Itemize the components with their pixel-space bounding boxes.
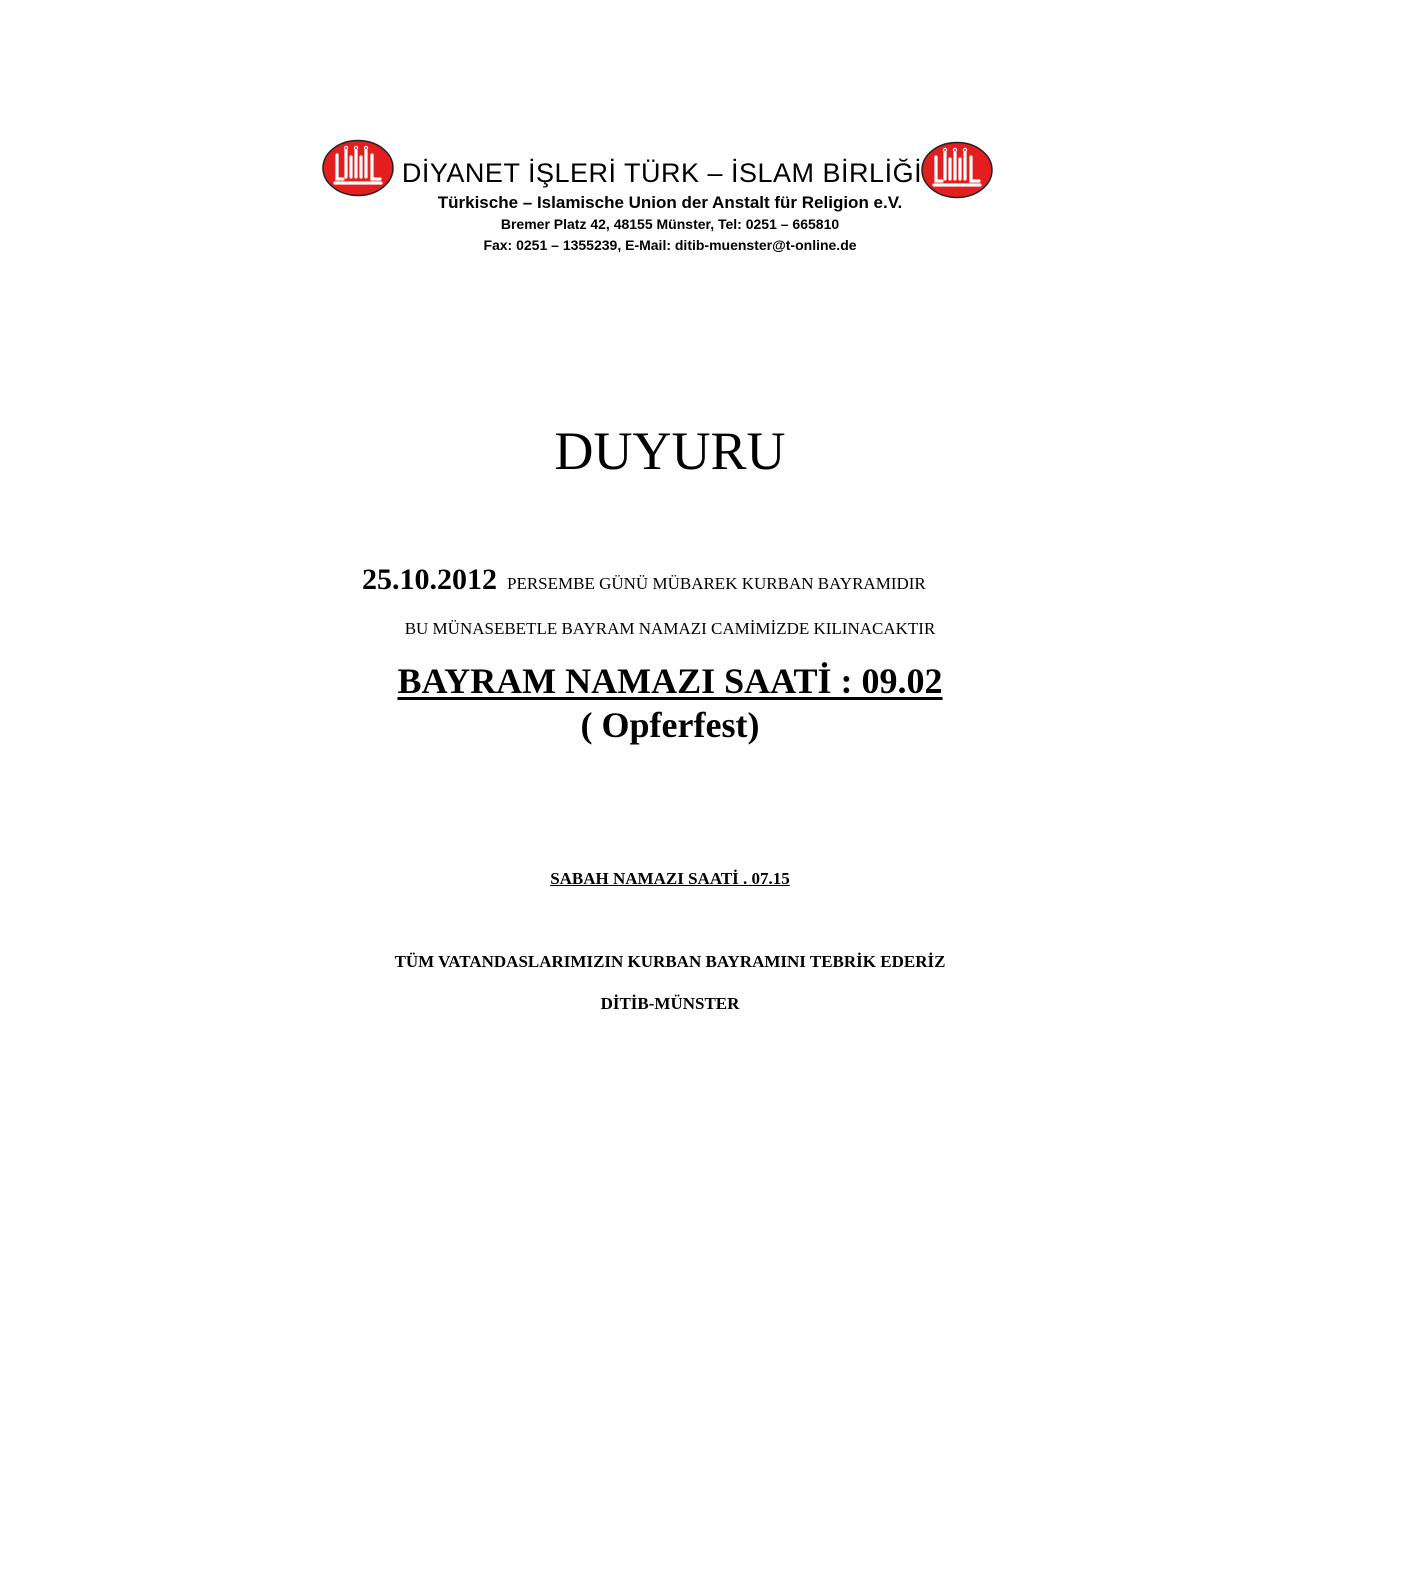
opferfest-label: ( Opferfest): [580, 705, 760, 745]
morning-prayer-time: SABAH NAMAZI SAATİ . 07.15: [550, 869, 790, 888]
prayer-time-line: [0, 660, 1340, 702]
bayram-prayer-time: BAYRAM NAMAZI SAATİ : 09.02: [397, 661, 943, 701]
org-address: Bremer Platz 42, 48155 Münster, Tel: 0251 – 665810: [500, 216, 840, 232]
org-title: DİYANET İŞLERİ TÜRK – İSLAM BİRLİĞİ: [401, 158, 923, 188]
announcement-date: 25.10.2012: [362, 563, 497, 596]
date-description: PERSEMBE GÜNÜ MÜBAREK KURBAN BAYRAMIDIR: [507, 574, 926, 593]
org-subtitle: Türkische – Islamische Union der Anstalt für Religion e.V.: [437, 193, 903, 212]
greeting-line: TÜM VATANDASLARIMIZIN KURBAN BAYRAMINI TEBRİK EDERİZ: [394, 952, 946, 971]
prayer-location-line: BU MÜNASEBETLE BAYRAM NAMAZI CAMİMİZDE KILINACAKTIR: [404, 619, 936, 638]
date-line: [362, 563, 926, 597]
page-title: DUYURU: [554, 421, 786, 481]
org-fax-email: Fax: 0251 – 1355239, E-Mail: ditib-muenster@t-online.de: [483, 237, 857, 253]
signature: DİTİB-MÜNSTER: [600, 994, 740, 1013]
